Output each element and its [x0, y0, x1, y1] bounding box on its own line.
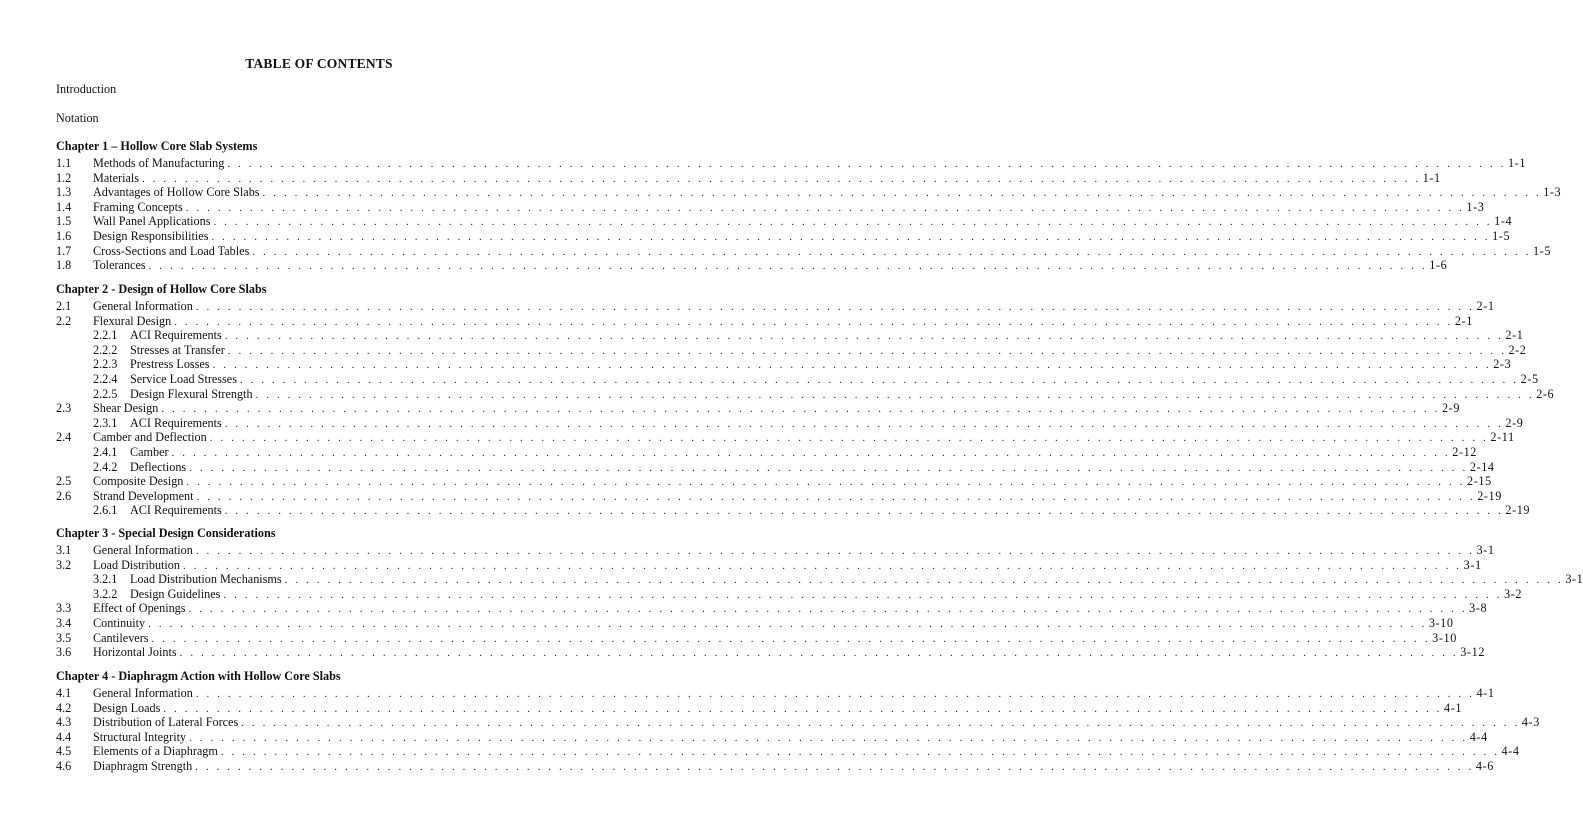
- page-title: TABLE OF CONTENTS: [245, 56, 393, 71]
- section-number: 2.2.5: [93, 386, 118, 401]
- dot-leader: . . . . . . . . . . . . . . . . . . . . . . . . . . . . . . . . . . . . . . . . . . . . . . . . . . . . . . . . . . . . . . . . . . . . . . . . . . . . . . . . . . . . . . . . . . . . . . . . . . . . . . . . . . . . . . . . . . . . . . . .: [213, 216, 1493, 229]
- section-title: Advantages of Hollow Core Slabs: [93, 185, 260, 200]
- dot-leader: . . . . . . . . . . . . . . . . . . . . . . . . . . . . . . . . . . . . . . . . . . . . . . . . . . . . . . . . . . . . . . . . . . . . . . . . . . . . . . . . . . . . . . . . . . . . . . . . . . . . . . . . . . . . . . . . . . . . . . . .: [148, 260, 1428, 273]
- section-number: 1.6: [56, 229, 72, 243]
- dot-leader: . . . . . . . . . . . . . . . . . . . . . . . . . . . . . . . . . . . . . . . . . . . . . . . . . . . . . . . . . . . . . . . . . . . . . . . . . . . . . . . . . . . . . . . . . . . . . . . . . . . . . . . . . . . . . . . . . . . . . . . .: [220, 746, 1500, 759]
- page-number: 1-6: [1429, 258, 1448, 273]
- page-number: 3-1: [1476, 543, 1495, 557]
- page-number: 1-4: [1494, 214, 1513, 229]
- toc-entry[interactable]: [56, 313, 1473, 329]
- section-title: Design Flexural Strength: [130, 386, 253, 401]
- dot-leader: . . . . . . . . . . . . . . . . . . . . . . . . . . . . . . . . . . . . . . . . . . . . . . . . . . . . . . . . . . . . . . . . . . . . . . . . . . . . . . . . . . . . . . . . . . . . . . . . . . . . . . . . . . . . . . . . . . . . . . . .: [142, 172, 1421, 185]
- page-number: 2-1: [1454, 313, 1473, 328]
- toc-entry[interactable]: [56, 616, 1454, 631]
- section-number: 1.3: [56, 185, 72, 200]
- section-number: 2.2.4: [93, 372, 118, 386]
- section-title: Structural Integrity: [93, 729, 187, 744]
- section-title: Design Responsibilities: [93, 229, 209, 243]
- section-title: Strand Development: [93, 488, 194, 503]
- section-title: Design Loads: [93, 700, 161, 715]
- toc-entry[interactable]: [56, 572, 1583, 587]
- page-number: 2-2: [1508, 342, 1527, 357]
- section-number: 3.2.2: [93, 586, 118, 601]
- toc-entry[interactable]: [56, 243, 1552, 259]
- toc-entry[interactable]: [56, 357, 1512, 372]
- section-title: Tolerances: [93, 258, 146, 273]
- dot-leader: . . . . . . . . . . . . . . . . . . . . . . . . . . . . . . . . . . . . . . . . . . . . . . . . . . . . . . . . . . . . . . . . . . . . . . . . . . . . . . . . . . . . . . . . . . . . . . . . . . . . . . . . . . . . . . . . . . . . . . . .: [211, 231, 1491, 243]
- section-title: Camber and Deflection: [93, 430, 207, 445]
- dot-leader: . . . . . . . . . . . . . . . . . . . . . . . . . . . . . . . . . . . . . . . . . . . . . . . . . . . . . . . . . . . . . . . . . . . . . . . . . . . . . . . . . . . . . . . . . . . . . . . . . . . . . . . . . . . . . . . . . . . . . . . .: [255, 388, 1535, 401]
- section-number: 2.3: [56, 401, 72, 416]
- dot-leader: . . . . . . . . . . . . . . . . . . . . . . . . . . . . . . . . . . . . . . . . . . . . . . . . . . . . . . . . . . . . . . . . . . . . . . . . . . . . . . . . . . . . . . . . . . . . . . . . . . . . . . . . . . . . . . . . . . . . . . . .: [284, 574, 1564, 587]
- dot-leader: . . . . . . . . . . . . . . . . . . . . . . . . . . . . . . . . . . . . . . . . . . . . . . . . . . . . . . . . . . . . . . . . . . . . . . . . . . . . . . . . . . . . . . . . . . . . . . . . . . . . . . . . . . . . . . . . . . . . . . . .: [171, 447, 1451, 459]
- toc-entry[interactable]: [56, 759, 1494, 774]
- dot-leader: . . . . . . . . . . . . . . . . . . . . . . . . . . . . . . . . . . . . . . . . . . . . . . . . . . . . . . . . . . . . . . . . . . . . . . . . . . . . . . . . . . . . . . . . . . . . . . . . . . . . . . . . . . . . . . . . . . . . . . . .: [195, 688, 1475, 700]
- page-number: 2-19: [1505, 503, 1531, 518]
- toc-entry[interactable]: [56, 586, 1523, 602]
- chapter-heading[interactable]: Chapter 2 - Design of Hollow Core Slabs: [56, 282, 267, 296]
- dot-leader: . . . . . . . . . . . . . . . . . . . . . . . . . . . . . . . . . . . . . . . . . . . . . . . . . . . . . . . . . . . . . . . . . . . . . . . . . . . . . . . . . . . . . . . . . . . . . . . . . . . . . . . . . . . . . . . . . . . . . . . .: [239, 374, 1519, 386]
- section-number: 2.6: [56, 488, 72, 503]
- page-number: 1-3: [1543, 185, 1562, 200]
- section-title: Service Load Stresses: [130, 372, 237, 386]
- section-number: 4.5: [56, 744, 72, 759]
- toc-entry[interactable]: [56, 170, 1441, 186]
- section-number: 1.2: [56, 170, 72, 185]
- dot-leader: . . . . . . . . . . . . . . . . . . . . . . . . . . . . . . . . . . . . . . . . . . . . . . . . . . . . . . . . . . . . . . . . . . . . . . . . . . . . . . . . . . . . . . . . . . . . . . . . . . . . . . . . . . . . . . . . . . . . . . . .: [224, 505, 1504, 518]
- section-title: Wall Panel Applications: [93, 214, 211, 229]
- page-number: 3-10: [1432, 630, 1457, 645]
- section-number: 1.8: [56, 258, 72, 273]
- section-title: Stresses at Transfer: [130, 342, 225, 357]
- section-title: Prestress Losses: [130, 357, 210, 372]
- chapter-heading[interactable]: Chapter 1 – Hollow Core Slab Systems: [56, 139, 258, 153]
- page-number: 3-2: [1504, 586, 1523, 601]
- toc-entry[interactable]: [56, 503, 1531, 518]
- section-number: 3.3: [56, 601, 72, 616]
- toc-entry[interactable]: [56, 744, 1520, 759]
- section-number: 1.4: [56, 199, 72, 214]
- section-number: 1.5: [56, 214, 72, 229]
- toc-entry[interactable]: [56, 601, 1488, 616]
- toc-entry[interactable]: [56, 258, 1448, 273]
- section-title: General Information: [93, 543, 193, 557]
- section-title: Continuity: [93, 616, 146, 630]
- page-number: 4-1: [1476, 686, 1495, 700]
- section-title: Methods of Manufacturing: [93, 156, 225, 170]
- dot-leader: . . . . . . . . . . . . . . . . . . . . . . . . . . . . . . . . . . . . . . . . . . . . . . . . . . . . . . . . . . . . . . . . . . . . . . . . . . . . . . . . . . . . . . . . . . . . . . . . . . . . . . . . . . . . . . . . . . . . . . . .: [183, 559, 1462, 572]
- section-number: 2.4.2: [93, 459, 118, 474]
- section-number: 2.5: [56, 474, 72, 489]
- dot-leader: . . . . . . . . . . . . . . . . . . . . . . . . . . . . . . . . . . . . . . . . . . . . . . . . . . . . . . . . . . . . . . . . . . . . . . . . . . . . . . . . . . . . . . . . . . . . . . . . . . . . . . . . . . . . . . . . . . . . . . . .: [252, 245, 1531, 258]
- section-title: ACI Requirements: [130, 328, 222, 343]
- page-number: 4-3: [1521, 715, 1540, 730]
- dot-leader: . . . . . . . . . . . . . . . . . . . . . . . . . . . . . . . . . . . . . . . . . . . . . . . . . . . . . . . . . . . . . . . . . . . . . . . . . . . . . . . . . . . . . . . . . . . . . . . . . . . . . . . . . . . . . . . . . . . . . . . .: [195, 545, 1475, 557]
- dot-leader: . . . . . . . . . . . . . . . . . . . . . . . . . . . . . . . . . . . . . . . . . . . . . . . . . . . . . . . . . . . . . . . . . . . . . . . . . . . . . . . . . . . . . . . . . . . . . . . . . . . . . . . . . . . . . . . . . . . . . . . .: [189, 461, 1468, 474]
- chapter-heading[interactable]: Chapter 4 - Diaphragm Action with Hollow Core Slabs: [56, 669, 341, 683]
- section-title: Horizontal Joints: [93, 645, 177, 660]
- section-title: Distribution of Lateral Forces: [93, 715, 239, 730]
- dot-leader: . . . . . . . . . . . . . . . . . . . . . . . . . . . . . . . . . . . . . . . . . . . . . . . . . . . . . . . . . . . . . . . . . . . . . . . . . . . . . . . . . . . . . . . . . . . . . . . . . . . . . . . . . . . . . . . . . . . . . . . .: [223, 588, 1503, 601]
- section-number: 2.2.1: [93, 328, 118, 343]
- toc-entry[interactable]: [56, 199, 1485, 215]
- toc-entry[interactable]: [56, 459, 1495, 475]
- section-title: Camber: [130, 445, 169, 459]
- section-title: Cantilevers: [93, 630, 149, 645]
- section-number: 4.3: [56, 715, 72, 730]
- page-number: 3-8: [1469, 601, 1488, 616]
- dot-leader: . . . . . . . . . . . . . . . . . . . . . . . . . . . . . . . . . . . . . . . . . . . . . . . . . . . . . . . . . . . . . . . . . . . . . . . . . . . . . . . . . . . . . . . . . . . . . . . . . . . . . . . . . . . . . . . . . . . . . . . .: [196, 490, 1476, 503]
- page-number: 1-5: [1532, 243, 1552, 258]
- chapter-heading[interactable]: Chapter 3 - Special Design Considerations: [56, 526, 276, 540]
- toc-entry[interactable]: [56, 686, 1495, 701]
- page-number: 2-1: [1505, 328, 1524, 343]
- dot-leader: . . . . . . . . . . . . . . . . . . . . . . . . . . . . . . . . . . . . . . . . . . . . . . . . . . . . . . . . . . . . . . . . . . . . . . . . . . . . . . . . . . . . . . . . . . . . . . . . . . . . . . . . . . . . . . . . . . . . . . . .: [227, 158, 1506, 170]
- dot-leader: . . . . . . . . . . . . . . . . . . . . . . . . . . . . . . . . . . . . . . . . . . . . . . . . . . . . . . . . . . . . . . . . . . . . . . . . . . . . . . . . . . . . . . . . . . . . . . . . . . . . . . . . . . . . . . . . . . . . . . . .: [195, 301, 1475, 313]
- section-title: Cross-Sections and Load Tables: [93, 243, 250, 258]
- page-number: 4-4: [1469, 729, 1488, 744]
- page-number: 2-19: [1477, 488, 1502, 503]
- page-number: 2-9: [1441, 401, 1461, 416]
- dot-leader: . . . . . . . . . . . . . . . . . . . . . . . . . . . . . . . . . . . . . . . . . . . . . . . . . . . . . . . . . . . . . . . . . . . . . . . . . . . . . . . . . . . . . . . . . . . . . . . . . . . . . . . . . . . . . . . . . . . . . . . .: [241, 717, 1520, 730]
- page-number: 2-12: [1452, 445, 1477, 459]
- section-number: 2.2.2: [93, 342, 118, 357]
- section-number: 2.4.1: [93, 445, 118, 459]
- page-number: 2-1: [1476, 299, 1495, 313]
- section-number: 3.2.1: [93, 572, 118, 587]
- page-number: 4-6: [1475, 759, 1494, 773]
- section-number: 2.4: [56, 430, 72, 445]
- page-number: 3-12: [1460, 645, 1486, 660]
- dot-leader: . . . . . . . . . . . . . . . . . . . . . . . . . . . . . . . . . . . . . . . . . . . . . . . . . . . . . . . . . . . . . . . . . . . . . . . . . . . . . . . . . . . . . . . . . . . . . . . . . . . . . . . . . . . . . . . . . . . . . . . .: [189, 731, 1468, 744]
- section-number: 2.2: [56, 313, 72, 328]
- front-matter-entry[interactable]: Introduction: [56, 82, 117, 96]
- toc-entry[interactable]: [56, 445, 1477, 460]
- section-number: 4.6: [56, 759, 72, 773]
- section-title: Load Distribution: [93, 557, 180, 572]
- toc-entry[interactable]: [56, 342, 1527, 358]
- toc-entry[interactable]: [56, 156, 1527, 171]
- dot-leader: . . . . . . . . . . . . . . . . . . . . . . . . . . . . . . . . . . . . . . . . . . . . . . . . . . . . . . . . . . . . . . . . . . . . . . . . . . . . . . . . . . . . . . . . . . . . . . . . . . . . . . . . . . . . . . . . . . . . . . . .: [148, 618, 1427, 630]
- dot-leader: . . . . . . . . . . . . . . . . . . . . . . . . . . . . . . . . . . . . . . . . . . . . . . . . . . . . . . . . . . . . . . . . . . . . . . . . . . . . . . . . . . . . . . . . . . . . . . . . . . . . . . . . . . . . . . . . . . . . . . . .: [262, 187, 1542, 200]
- section-title: Composite Design: [93, 474, 184, 489]
- section-title: Design Guidelines: [130, 586, 221, 601]
- section-title: General Information: [93, 686, 193, 700]
- dot-leader: . . . . . . . . . . . . . . . . . . . . . . . . . . . . . . . . . . . . . . . . . . . . . . . . . . . . . . . . . . . . . . . . . . . . . . . . . . . . . . . . . . . . . . . . . . . . . . . . . . . . . . . . . . . . . . . . . . . . . . . .: [174, 315, 1453, 328]
- toc-entry[interactable]: [56, 386, 1555, 402]
- dot-leader: . . . . . . . . . . . . . . . . . . . . . . . . . . . . . . . . . . . . . . . . . . . . . . . . . . . . . . . . . . . . . . . . . . . . . . . . . . . . . . . . . . . . . . . . . . . . . . . . . . . . . . . . . . . . . . . . . . . . . . . .: [224, 417, 1504, 430]
- section-title: ACI Requirements: [130, 415, 222, 430]
- page-number: 3-1: [1463, 557, 1482, 572]
- toc-entry[interactable]: [56, 557, 1482, 573]
- toc-entry[interactable]: [56, 299, 1495, 314]
- section-title: Flexural Design: [93, 313, 172, 328]
- dot-leader: . . . . . . . . . . . . . . . . . . . . . . . . . . . . . . . . . . . . . . . . . . . . . . . . . . . . . . . . . . . . . . . . . . . . . . . . . . . . . . . . . . . . . . . . . . . . . . . . . . . . . . . . . . . . . . . . . . . . . . . .: [227, 344, 1507, 357]
- section-number: 3.6: [56, 645, 72, 660]
- section-title: Elements of a Diaphragm: [93, 744, 218, 759]
- front-matter-entry[interactable]: Notation: [56, 111, 99, 125]
- dot-leader: . . . . . . . . . . . . . . . . . . . . . . . . . . . . . . . . . . . . . . . . . . . . . . . . . . . . . . . . . . . . . . . . . . . . . . . . . . . . . . . . . . . . . . . . . . . . . . . . . . . . . . . . . . . . . . . . . . . . . . . .: [151, 632, 1431, 645]
- toc-entry[interactable]: [56, 214, 1513, 229]
- page-number: 1-5: [1492, 229, 1511, 243]
- page-number: 2-11: [1490, 430, 1515, 445]
- section-title: Diaphragm Strength: [93, 759, 193, 773]
- section-title: Effect of Openings: [93, 601, 186, 616]
- page-number: 1-1: [1422, 170, 1441, 185]
- dot-leader: . . . . . . . . . . . . . . . . . . . . . . . . . . . . . . . . . . . . . . . . . . . . . . . . . . . . . . . . . . . . . . . . . . . . . . . . . . . . . . . . . . . . . . . . . . . . . . . . . . . . . . . . . . . . . . . . . . . . . . . .: [188, 603, 1468, 616]
- section-number: 1.7: [56, 243, 72, 258]
- section-title: Shear Design: [93, 401, 159, 416]
- section-number: 3.1: [56, 543, 72, 557]
- toc-entry[interactable]: [56, 415, 1524, 431]
- dot-leader: . . . . . . . . . . . . . . . . . . . . . . . . . . . . . . . . . . . . . . . . . . . . . . . . . . . . . . . . . . . . . . . . . . . . . . . . . . . . . . . . . . . . . . . . . . . . . . . . . . . . . . . . . . . . . . . . . . . . . . . .: [186, 476, 1466, 489]
- toc-entry[interactable]: [56, 401, 1461, 416]
- dot-leader: . . . . . . . . . . . . . . . . . . . . . . . . . . . . . . . . . . . . . . . . . . . . . . . . . . . . . . . . . . . . . . . . . . . . . . . . . . . . . . . . . . . . . . . . . . . . . . . . . . . . . . . . . . . . . . . . . . . . . . . .: [209, 432, 1489, 445]
- section-number: 1.1: [56, 156, 72, 170]
- section-title: General Information: [93, 299, 193, 313]
- section-number: 2.1: [56, 299, 72, 313]
- dot-leader: . . . . . . . . . . . . . . . . . . . . . . . . . . . . . . . . . . . . . . . . . . . . . . . . . . . . . . . . . . . . . . . . . . . . . . . . . . . . . . . . . . . . . . . . . . . . . . . . . . . . . . . . . . . . . . . . . . . . . . . .: [224, 330, 1504, 343]
- page-number: 1-3: [1466, 199, 1485, 214]
- section-number: 3.2: [56, 557, 72, 572]
- dot-leader: . . . . . . . . . . . . . . . . . . . . . . . . . . . . . . . . . . . . . . . . . . . . . . . . . . . . . . . . . . . . . . . . . . . . . . . . . . . . . . . . . . . . . . . . . . . . . . . . . . . . . . . . . . . . . . . . . . . . . . . .: [161, 403, 1440, 416]
- section-title: Materials: [93, 170, 140, 185]
- toc-entry[interactable]: [56, 372, 1539, 387]
- dot-leader: . . . . . . . . . . . . . . . . . . . . . . . . . . . . . . . . . . . . . . . . . . . . . . . . . . . . . . . . . . . . . . . . . . . . . . . . . . . . . . . . . . . . . . . . . . . . . . . . . . . . . . . . . . . . . . . . . . . . . . . .: [212, 359, 1492, 372]
- section-number: 3.4: [56, 616, 72, 630]
- page-number: 2-5: [1520, 372, 1539, 386]
- page-number: 2-14: [1469, 459, 1495, 474]
- section-title: Load Distribution Mechanisms: [130, 572, 282, 587]
- toc-entry[interactable]: [56, 630, 1457, 646]
- toc-entry[interactable]: [56, 474, 1492, 489]
- page-number: 2-9: [1505, 415, 1524, 430]
- dot-leader: . . . . . . . . . . . . . . . . . . . . . . . . . . . . . . . . . . . . . . . . . . . . . . . . . . . . . . . . . . . . . . . . . . . . . . . . . . . . . . . . . . . . . . . . . . . . . . . . . . . . . . . . . . . . . . . . . . . . . . . .: [179, 647, 1459, 660]
- toc-entry[interactable]: [56, 430, 1515, 445]
- section-number: 3.5: [56, 630, 72, 645]
- page-number: 2-6: [1536, 386, 1555, 401]
- section-number: 2.6.1: [93, 503, 118, 518]
- section-number: 4.1: [56, 686, 72, 700]
- section-title: Deflections: [130, 459, 187, 474]
- toc-entry[interactable]: [56, 715, 1540, 730]
- page-number: 2-15: [1467, 474, 1492, 489]
- section-title: Framing Concepts: [93, 199, 183, 214]
- section-title: ACI Requirements: [130, 503, 222, 518]
- toc-entry[interactable]: [56, 229, 1511, 244]
- section-number: 2.2.3: [93, 357, 118, 372]
- toc-entry[interactable]: [56, 700, 1463, 716]
- toc-entry[interactable]: [56, 729, 1488, 745]
- page-number: 4-4: [1501, 744, 1520, 759]
- section-number: 4.2: [56, 700, 72, 715]
- toc-entry[interactable]: [56, 543, 1495, 558]
- section-number: 2.3.1: [93, 415, 118, 430]
- toc-entry[interactable]: [56, 328, 1524, 343]
- dot-leader: . . . . . . . . . . . . . . . . . . . . . . . . . . . . . . . . . . . . . . . . . . . . . . . . . . . . . . . . . . . . . . . . . . . . . . . . . . . . . . . . . . . . . . . . . . . . . . . . . . . . . . . . . . . . . . . . . . . . . . . .: [195, 761, 1474, 773]
- toc-entry[interactable]: [56, 488, 1502, 504]
- dot-leader: . . . . . . . . . . . . . . . . . . . . . . . . . . . . . . . . . . . . . . . . . . . . . . . . . . . . . . . . . . . . . . . . . . . . . . . . . . . . . . . . . . . . . . . . . . . . . . . . . . . . . . . . . . . . . . . . . . . . . . . .: [185, 201, 1465, 214]
- page-number: 3-1: [1565, 572, 1583, 587]
- dot-leader: . . . . . . . . . . . . . . . . . . . . . . . . . . . . . . . . . . . . . . . . . . . . . . . . . . . . . . . . . . . . . . . . . . . . . . . . . . . . . . . . . . . . . . . . . . . . . . . . . . . . . . . . . . . . . . . . . . . . . . . .: [163, 702, 1443, 715]
- section-number: 4.4: [56, 729, 72, 744]
- page-number: 1-1: [1507, 156, 1527, 170]
- toc-entry[interactable]: [56, 645, 1486, 660]
- page-number: 3-10: [1428, 616, 1454, 630]
- page-number: 4-1: [1444, 700, 1463, 715]
- toc-entry[interactable]: [56, 185, 1562, 200]
- page-number: 2-3: [1493, 357, 1512, 372]
